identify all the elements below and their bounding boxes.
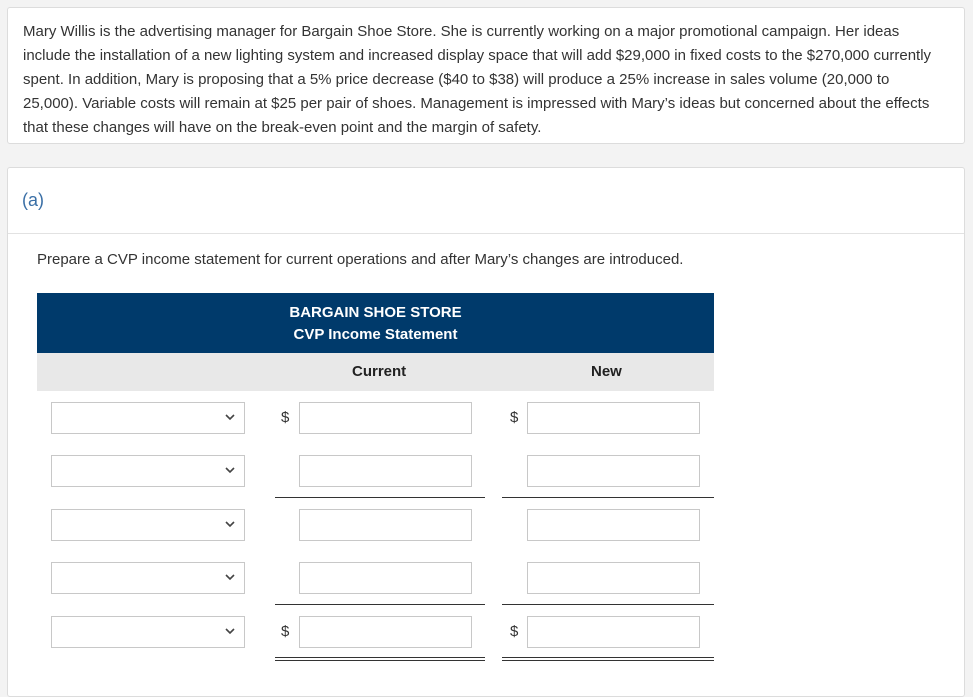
row-3-label-select[interactable] [51, 509, 245, 541]
double-underline-top [275, 657, 485, 658]
row-2-label-select[interactable] [51, 455, 245, 487]
row-3-new-input[interactable] [527, 509, 700, 541]
row-2-new-input[interactable] [527, 455, 700, 487]
part-label: (a) [22, 190, 44, 210]
column-current: Current [352, 363, 407, 380]
statement-header [37, 293, 714, 353]
part-header [8, 168, 964, 234]
chevron-down-icon [224, 571, 236, 583]
chevron-down-icon [224, 411, 236, 423]
problem-card [7, 7, 965, 144]
row-3-current-input[interactable] [299, 509, 472, 541]
row-4-new-input[interactable] [527, 562, 700, 594]
instruction-text: Prepare a CVP income statement for current operations and after Mary’s changes are introduced. [37, 251, 684, 268]
column-new: New [591, 363, 622, 380]
row-4-current-input[interactable] [299, 562, 472, 594]
dollar-sign: $ [510, 623, 519, 640]
row-1-new-input[interactable] [527, 402, 700, 434]
dollar-sign: $ [281, 409, 290, 426]
underline [275, 497, 485, 498]
row-5-new-input[interactable] [527, 616, 700, 648]
chevron-down-icon [224, 518, 236, 530]
double-underline-bottom [502, 660, 714, 661]
company-name: BARGAIN SHOE STORE [289, 304, 462, 321]
dollar-sign: $ [281, 623, 290, 640]
chevron-down-icon [224, 464, 236, 476]
row-4-label-select[interactable] [51, 562, 245, 594]
row-5-current-input[interactable] [299, 616, 472, 648]
part-a-card [7, 167, 965, 697]
column-header-row [37, 353, 714, 391]
chevron-down-icon [224, 625, 236, 637]
double-underline-top [502, 657, 714, 658]
underline [275, 604, 485, 605]
problem-text: Mary Willis is the advertising manager for Bargain Shoe Store. She is currently working on a major promotional campaign. Her ideas include the installation of a new lighting system and increased display space that will add $29,000 in fixed costs to the $270,000 currently spent. In addition, Mary is proposing that a 5% price decrease ($40 to $38) will produce a 25% increase in sales volume (20,000 to 25,000). Variable costs will remain at $25 per pair of shoes. Management is impressed with Mary’s ideas but concerned about the effects that these changes will have on the break-even point and the margin of safety. [23, 23, 932, 136]
double-underline-bottom [275, 660, 485, 661]
underline [502, 604, 714, 605]
underline [502, 497, 714, 498]
statement-title: CVP Income Statement [293, 326, 458, 343]
row-1-current-input[interactable] [299, 402, 472, 434]
row-2-current-input[interactable] [299, 455, 472, 487]
row-5-label-select[interactable] [51, 616, 245, 648]
row-1-label-select[interactable] [51, 402, 245, 434]
dollar-sign: $ [510, 409, 519, 426]
